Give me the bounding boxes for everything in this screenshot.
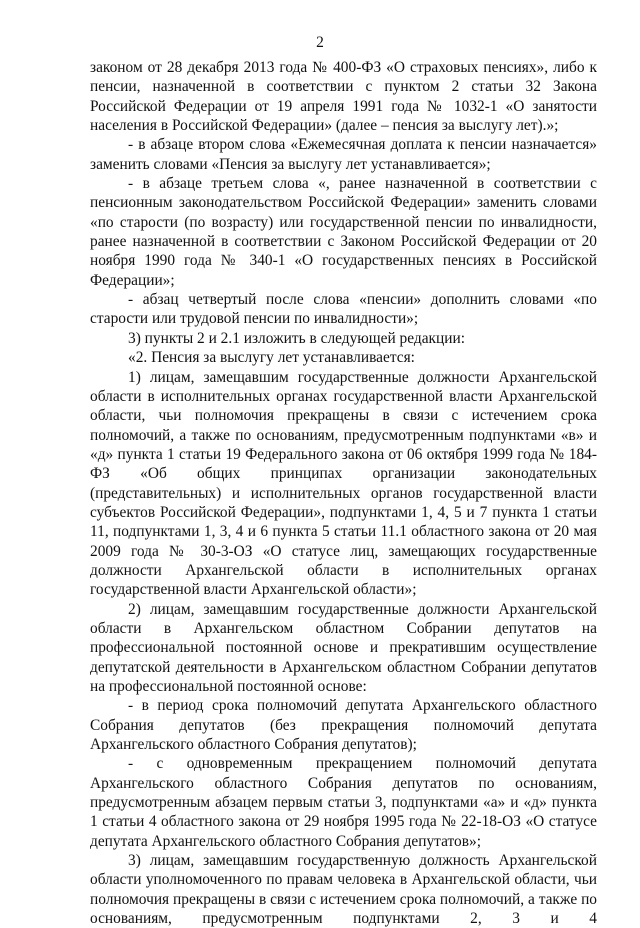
page-number: 2 [316,34,324,51]
paragraph-subitem-1: 1) лицам, замещавшим государственные должности Архангельской области в исполнительных органах государственной власти Архангельской области, чьи полномочия прекращены в связи с истечением срока полномочий, а также по основаниям, предусмотренным подпунктами «в» и «д» пункта 1 статьи 19 Федерального закона от 06 октября 1999 года № 184-ФЗ «Об общих принципах организации законодательных (представительных) и исполнительных органов государственной власти субъектов Российской Федерации», подпунктами 1, 4, 5 и 7 пункта 1 статьи 11, подпунктами 1, 3, 4 и 6 пункта 5 статьи 11.1 областного закона от 20 мая 2009 года № 30-3-ОЗ «О статусе лиц, замещающих государственные должности Архангельской области в исполнительных органах государственной власти Архангельской области»; [90,368,597,599]
paragraph-continuation: законом от 28 декабря 2013 года № 400-ФЗ «О страховых пенсиях», либо к пенсии, назначенной в соответствии с пунктом 2 статьи 32 Закона Российской Федерации от 19 апреля 1991 года № 1032-1 «О занятости населения в Российской Федерации» (далее – пенсия за выслугу лет).»; [90,59,597,135]
paragraph-subitem-3: 3) лицам, замещавшим государственную должность Архангельской области уполномоченного по правам человека в Архангельской области, чьи полномочия прекращены в связи с истечением срока полномочий, а также по основаниям, предусмотренным подпунктами 2, 3 и 4 [90,852,597,928]
document-body [90,58,597,928]
paragraph-amend-second-abzac: - в абзаце втором слова «Ежемесячная доплата к пенсии назначается» заменить словами «Пенсия за выслугу лет устанавливается»; [90,136,597,173]
paragraph-amend-fourth-abzac: - абзац четвертый после слова «пенсии» дополнить словами «по старости или трудовой пенсии по инвалидности»; [90,291,597,328]
paragraph-section-2-heading: «2. Пенсия за выслугу лет устанавливается: [128,349,415,367]
paragraph-subitem-2: 2) лицам, замещавшим государственные должности Архангельской области в Архангельском областном Собрании депутатов на профессиональной постоянной основе и прекратившим осуществление депутатской деятельности в Архангельском областном Собрании депутатов на профессиональной постоянной основе: [90,600,597,695]
paragraph-subitem-2-dash-2: - с одновременным прекращением полномочий депутата Архангельского областного Собрания депутатов по основаниям, предусмотренным абзацем первым статьи 3, подпунктами «а» и «д» пункта 1 статьи 4 областного закона от 29 ноября 1995 года № 22-18-ОЗ «О статусе депутата Архангельского областного Собрания депутатов»; [90,755,597,850]
paragraph-subitem-2-dash-1: - в период срока полномочий депутата Архангельского областного Собрания депутатов (без прекращения полномочий депутата Архангельского областного Собрания депутатов); [90,697,597,754]
paragraph-item-3: 3) пункты 2 и 2.1 изложить в следующей редакции: [128,329,466,347]
paragraph-amend-third-abzac: - в абзаце третьем слова «, ранее назначенной в соответствии с пенсионным законодательством Российской Федерации» заменить словами «по старости (по возрасту) или государственной пенсии по инвалидности, ранее назначенной в соответствии с Законом Российской Федерации от 20 ноября 1990 года № 340-1 «О государственных пенсиях в Российской Федерации»; [90,175,597,289]
